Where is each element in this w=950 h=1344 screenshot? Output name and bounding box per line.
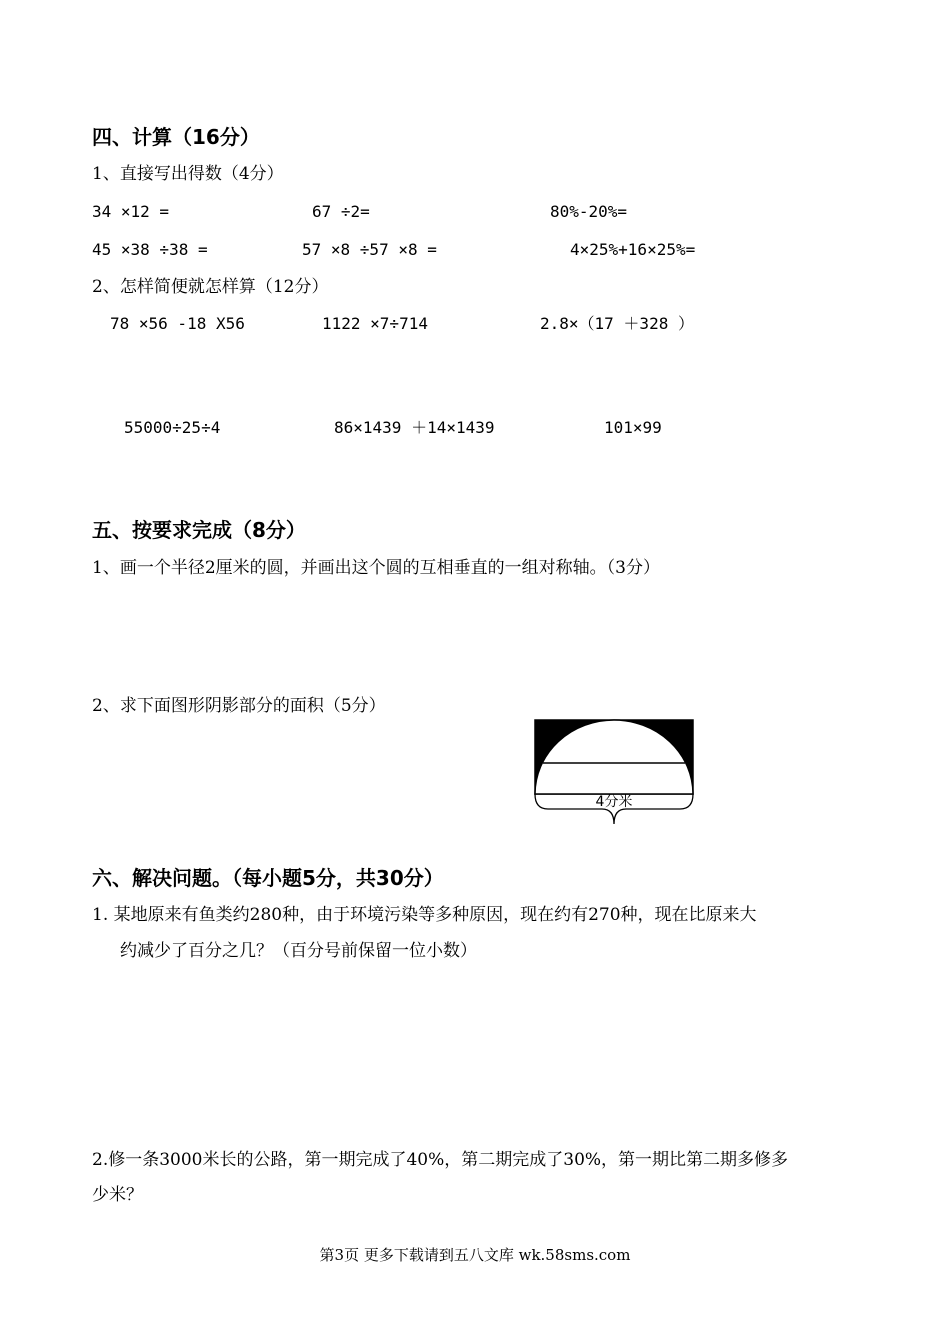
section4-q2-title: 2、怎样简便就怎样算（12分） (92, 277, 329, 297)
section6-title: 六、解决问题。（每小题5分，共30分） (92, 866, 444, 890)
section6-q2-line1: 2.修一条3000米长的公路，第一期完成了40%，第二期完成了30%，第一期比第二期多修多 (92, 1150, 789, 1170)
simplify-item: 101×99 (604, 418, 662, 437)
calc-item: 34 ×12 = (92, 202, 170, 221)
simplify-item: 2.8×（17 ＋328 ） (540, 314, 694, 333)
section5-title: 五、按要求完成（8分） (92, 518, 306, 542)
simplify-item: 78 ×56 -18 X56 (110, 314, 245, 333)
section4-title: 四、计算（16分） (92, 125, 260, 149)
shaded-area-figure (530, 712, 705, 832)
calc-item: 45 ×38 ÷38 = (92, 240, 208, 259)
calc-item: 57 ×8 ÷57 ×8 = (302, 240, 437, 259)
section5-q2: 2、求下面图形阴影部分的面积（5分） (92, 696, 386, 716)
calc-item: 67 ÷2= (312, 202, 370, 221)
section6-q1-line1: 1. 某地原来有鱼类约280种，由于环境污染等多种原因，现在约有270种，现在比原来大 (92, 905, 757, 925)
simplify-item: 86×1439 ＋14×1439 (334, 418, 495, 437)
section4-q1-title: 1、直接写出得数（4分） (92, 164, 284, 184)
calc-item: 4×25%+16×25%= (570, 240, 696, 259)
section5-q1: 1、画一个半径2厘米的圆，并画出这个圆的互相垂直的一组对称轴。（3分） (92, 558, 660, 578)
section6-q2-line2: 少米？ (92, 1185, 143, 1205)
calc-item: 80%-20%= (550, 202, 628, 221)
simplify-item: 1122 ×7÷714 (322, 314, 428, 333)
simplify-item: 55000÷25÷4 (124, 418, 221, 437)
page-footer: 第3页 更多下载请到五八文库 wk.58sms.com (319, 1246, 631, 1264)
section6-q1-line2: 约减少了百分之几？（百分号前保留一位小数） (120, 941, 477, 961)
figure-label: 4分米 (595, 794, 633, 810)
